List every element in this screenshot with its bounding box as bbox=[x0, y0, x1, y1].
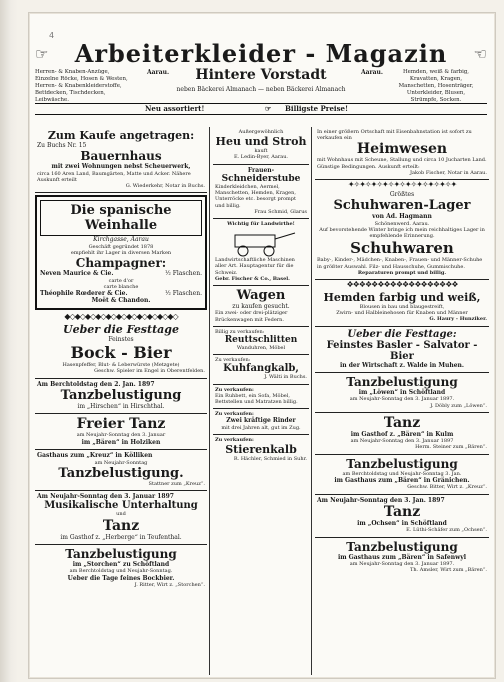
farm-machine-icon bbox=[215, 227, 305, 257]
column-right bbox=[315, 127, 489, 675]
ad-tanz-kulm: Tanz im Gasthof z. „Bären“ in Kulm am Neujahr-Sonntag den 3. Januar 1897 Herm. Steiner zum „Bären“. bbox=[315, 413, 489, 455]
ad-bockbier: Ueber die Festtage Feinstes Bock - Bier Hasenpfeffer, Blut- & Leberwürste (Metzgete) Geschw. Spieler im Engel in Oberentfelden. bbox=[35, 321, 207, 379]
ad-schlitten: Billig zu verkaufen: Reuttschlitten Wanduhren, Möbel bbox=[213, 327, 309, 355]
ad-hemden: Hemden farbig und weiß, Blousen in bau und blaugestreift, Zwirn- und Halbleinehosen für Knaben und Männer G. Haury - Hunziker. bbox=[315, 289, 489, 327]
column-rule bbox=[209, 127, 210, 675]
masthead-address-note: neben Bäckerei Almanach — neben Bäckerei Almanach bbox=[176, 86, 346, 93]
masthead-address: Hintere Vorstadt bbox=[195, 67, 327, 83]
pointing-hand-icon: ☞ bbox=[265, 104, 272, 113]
ad-tanz-holziken: Freier Tanz am Neujahr-Sonntag den 3. Januar im „Bären“ in Holziken bbox=[35, 414, 207, 450]
ad-tanz-graenichen: Tanzbelustigung am Berchtoldstag und Neujahr-Sonntag 3. Jan. im Gasthaus zum „Bären“ in Gränichen. Geschw. Bitter, Wirt z. „Kreuz“. bbox=[315, 455, 489, 495]
ad-tanz-ochsen: Am Neujahr-Sonntag den 3. Jan. 1897 Tanz im „Ochsen“ in Schöftland E. Lüthi-Schäfer zum „Ochsen“. bbox=[315, 495, 489, 538]
page-number: 4 bbox=[49, 31, 55, 40]
newspaper-page bbox=[28, 12, 496, 679]
ad-rinder: Zu verkaufen: Zwei kräftige Rinder mit drei Jahren alt, gut im Zug. bbox=[213, 409, 309, 435]
column-rule bbox=[311, 127, 312, 675]
binding-strip bbox=[0, 0, 18, 682]
ad-moebel: Zu verkaufen: Ein Ruhbett, ein Sofa, Möbel, Bettstellen und Matratzen billig. bbox=[213, 385, 309, 410]
ad-kuhfangkalb: Zu verkaufen: Kuhfangkalb, J. Wälti in Buchs. bbox=[213, 355, 309, 384]
ad-salvator-bier: Ueber die Festtage: Feinstes Basler - Salvator - Bier in der Wirtschaft z. Walde in Muhen. bbox=[315, 327, 489, 373]
ad-schneiderstube: Frauen- Schneiderstube Kinderkleidchen, Aermel, Manschetten, Hemden, Kragen, Unterröcke etc. besorgt prompt und billig. Frau Schmid, Glarus bbox=[213, 165, 309, 219]
ad-schuhwaren: Größtes Schuhwaren-Lager von Ad. Hagmann Schönenwerd. Aarau. Auf bevorstehende Winter bringe ich mein reichhaltiges Lager in empfehlende Erinnerung. Schuhwaren Baby-, Kinder-, Mädchen-, Knaben-, Frauen- und Männer-Schuhe in größter Auswahl. Filz- und Hausschuhe, Gummischuhe. Reparaturen prompt und billig. bbox=[315, 189, 489, 280]
masthead-aarau-left: Aarau. bbox=[147, 69, 170, 76]
ad-weinhalle: Die spanische Weinhalle Kirchgasse, Aarau Geschäft gegründet 1878 empfiehlt ihr Lager in diversen Marken Champagner: Neven Maurice & Cie. ½ Flaschen. carte d'or carte blanche Théophile Rœderer & Cie. ½ Flaschen. Moët & Chandon. bbox=[35, 195, 207, 309]
masthead-aarau-right: Aarau. bbox=[360, 69, 383, 76]
ad-stierenkalb: Zu verkaufen: Stierenkalb R. Hächler, Schmied in Suhr. bbox=[215, 437, 307, 463]
ad-tanz-loewen: Tanzbelustigung im „Löwen“ in Schöftland am Neujahr-Sonntag den 3. Januar 1897. J. Döbly zum „Löwen“. bbox=[315, 373, 489, 413]
pointing-hand-icon: ☜ bbox=[473, 45, 487, 63]
ad-heu-stroh: Außergewöhnlich Heu und Stroh kauft E. Ledin-Byer, Aarau. bbox=[213, 127, 309, 165]
ad-tanz-koelliken: Gasthaus zum „Kreuz“ in Kölliken am Neujahr-Sonntag Tanzbelustigung. Stattner zum „Kreuz“. bbox=[35, 450, 207, 491]
ad-wagen: Wagen zu kaufen gesucht. Ein zwei- oder drei-plätziger Brückenwagen mit Federn. bbox=[213, 286, 309, 327]
bar-left-text: Neu assortiert! bbox=[145, 104, 205, 113]
masthead-left-list: Herren- & Knaben-Anzüge, Einzelne Röcke, Hosen & Westen, Herren- & Knabenkleiderstoffe, Bettdecken, Tischdecken, Leibwäsche. bbox=[35, 69, 128, 103]
ad-landwirthe: Wichtig für Landwirthe! Landwirtschaftliche Maschinen aller Art. Hauptagentur für die Schweiz. Gebr. Fischer & Co., Basel. bbox=[213, 219, 309, 286]
column-middle bbox=[213, 127, 309, 675]
ad-heimwesen: In einer größern Ortschaft mit Eisenbahnstation ist sofort zu verkaufen ein Heimwesen mit Wohnhaus mit Scheune, Stallung und circa 10 Jucharten Land. Günstige Bedingungen. Auskunft erteilt: Jakob Fischer, Notar in Aarau. bbox=[315, 127, 489, 180]
column-left bbox=[35, 127, 207, 675]
masthead-title: Arbeiterkleider - Magazin bbox=[74, 39, 448, 68]
ornament-border: ❖❖❖❖❖❖❖❖❖❖❖❖❖❖❖❖❖❖ bbox=[346, 280, 458, 290]
ad-tanz-hirschen: Am Berchtoldstag den 2. Jan. 1897 Tanzbelustigung im „Hirschen“ in Hirschthal. bbox=[35, 379, 207, 415]
ad-tanz-storchen: Tanzbelustigung im „Storchen“ zu Schöftland am Berchtoldstag und Neujahr-Sonntag. Ueber die Tage feines Bockbier. J. Ritter, Wirt z. „Storchen“. bbox=[65, 546, 205, 588]
ad-musik-teufenthal: Am Neujahr-Sonntag den 3. Januar 1897 Musikalische Unterhaltung und Tanz im Gasthof z. „Herberge“ in Teufenthal. bbox=[35, 491, 207, 545]
masthead-right-list: Hemden, weiß & farbig, Kravatten, Kragen, Manschetten, Hosenträger, Unterkleider, Blusen, Strümpfe, Socken. bbox=[398, 69, 474, 103]
pointing-hand-icon: ☞ bbox=[35, 45, 49, 63]
masthead-bar bbox=[35, 103, 487, 115]
ornament-border: ✦✧✦✧✦✧✦✧✦✧✦✧✦✧✦✧✦✧✦ bbox=[347, 180, 457, 190]
ornament-border: ◆◇◆◇◆◇◆◇◆◇◆◇◆◇◆◇◆◇◆◇◆◇ bbox=[64, 311, 178, 321]
ad-farmhouse: Zum Kaufe angetragen: Zu Buchs Nr. 15 Bauernhaus mit zwei Wohnungen nebst Scheuerwerk, circa 160 Aren Land, Baumgärten, Matte und Acker. Nähere Auskunft erteilt G. Wiederkehr, Notar in Buchs. bbox=[35, 127, 207, 193]
ad-tanz-safenwyl: Tanzbelustigung im Gasthaus zum „Bären“ in Safenwyl am Neujahr-Sonntag den 3. Januar 1897. Th. Amsler, Wirt zum „Bären“. bbox=[337, 539, 487, 574]
masthead bbox=[35, 39, 487, 123]
bar-right-text: Billigste Preise! bbox=[285, 104, 349, 113]
